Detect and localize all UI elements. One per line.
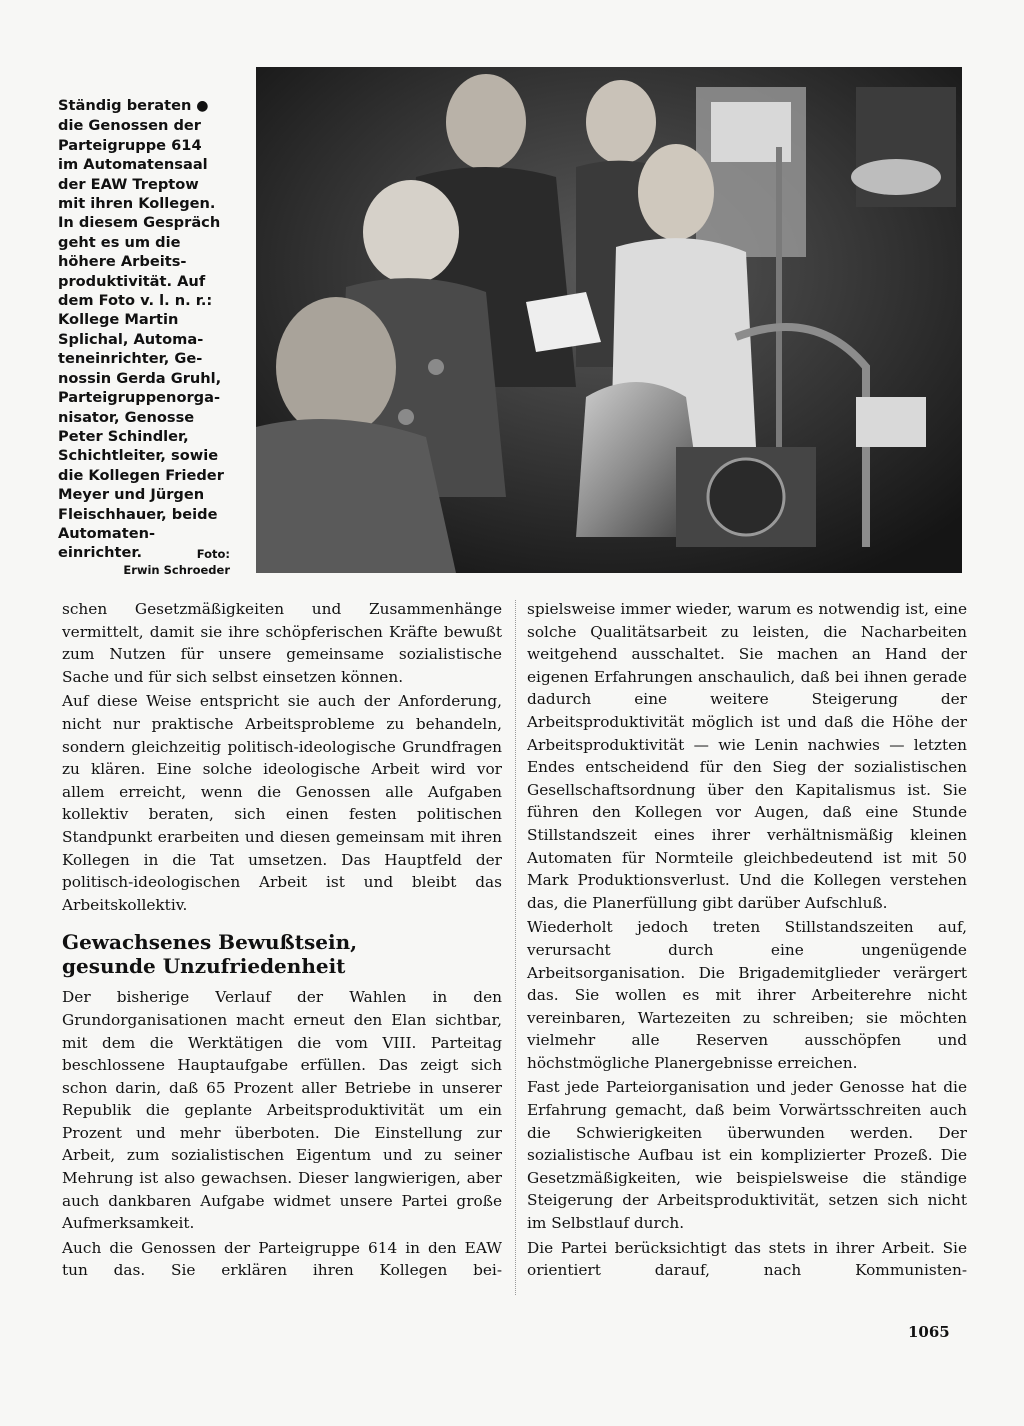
caption-line: geht es um die (58, 233, 181, 251)
caption-line: die Kollegen Frieder (58, 466, 224, 484)
caption-line: einrichter. (58, 544, 143, 562)
caption-line: Parteigruppenorga- (58, 389, 221, 407)
caption-line: Peter Schindler, (58, 427, 189, 445)
caption-line: im Automatensaal (58, 156, 208, 174)
photo-credit (120, 546, 230, 578)
caption-line: nossin Gerda Gruhl, (58, 369, 222, 387)
caption-line: Meyer und Jürgen (58, 486, 205, 504)
caption-line: Splichal, Automa- (58, 330, 204, 348)
caption-line: In diesem Gespräch (58, 214, 221, 232)
paragraph: Wiederholt jedoch treten Stillstandszeiten auf, verursacht durch eine ungenügende Arbeitsorganisation. Die Brigademitglieder verärgert das. Sie wollen es mit ihrer Arbeiterehre nicht vereinbaren, Wartezeiten zu schreiben; sie möchten vielmehr alle Reserven ausschöpfen und höchstmögliche Planergebnisse erreichen. (527, 918, 967, 1072)
section-heading (62, 930, 502, 978)
caption-line: nisator, Genosse (58, 408, 195, 426)
photograph (256, 67, 962, 573)
photo-caption (58, 96, 242, 563)
paragraph: Fast jede Parteiorganisation und jeder Genosse hat die Erfahrung gemacht, daß beim Vorwärtsschreiten auch die Schwierigkeiten überwunden werden. Der sozialistische Aufbau ist ein komplizierter Prozeß. Die Gesetzmäßigkeiten, wie beispielsweise die ständige Steigerung der Arbeitsproduktivität, setzen sich nicht im Selbstlauf durch. (527, 1078, 967, 1233)
paragraph: Auch die Genossen der Parteigruppe 614 in den EAW tun das. Sie erklären ihren Kollegen bei- (62, 1238, 502, 1280)
page-number: 1065 (908, 1323, 950, 1341)
paragraph: spielsweise immer wieder, warum es notwendig ist, eine solche Qualitätsarbeit zu leisten, die Nacharbeiten weitgehend ausschaltet. Sie machen an Hand der eigenen Erfahrungen anschaulich, daß bei ihnen gerade dadurch eine weitere Steigerung der Arbeitsproduktivität möglich ist und daß die Höhe der Arbeitsproduktivität — wie Lenin nachwies — letzten Endes entscheidend für den Sieg der sozialistischen Gesellschaftsordnung über den Kapitalismus ist. Sie führen den Kollegen vor Augen, daß eine Stunde Stillstandszeit eines ihrer verhältnismäßig kleinen Automaten für Normteile gleichbedeutend ist mit 50 Mark Produktionsverlust. Und die Kollegen verstehen das, die Planerfüllung gibt darüber Aufschluß. (527, 600, 967, 912)
caption-line: höhere Arbeits- (58, 253, 187, 271)
section-heading-line: Gewachsenes Bewußtsein, (62, 930, 358, 955)
caption-line: teneinrichter, Ge- (58, 350, 203, 368)
caption-line: Kollege Martin (58, 311, 179, 329)
caption-line: der EAW Treptow (58, 175, 199, 193)
section-heading-line: gesunde Unzufriedenheit (62, 954, 346, 979)
caption-line: dem Foto v. l. n. r.: (58, 292, 213, 310)
caption-line: Parteigruppe 614 (58, 136, 202, 154)
right-column (527, 598, 967, 1284)
photo-credit-name: Erwin Schroeder (123, 563, 230, 577)
paragraph: Die Partei berücksichtigt das stets in ihrer Arbeit. Sie orientiert darauf, nach Kommunisten- (527, 1238, 967, 1280)
column-divider (515, 600, 516, 1295)
caption-line: Schichtleiter, sowie (58, 447, 219, 465)
caption-line: produktivität. Auf (58, 272, 206, 290)
photo-illustration (256, 67, 962, 573)
bullet-icon: ● (191, 98, 209, 114)
caption-line: Ständig beraten ● (58, 97, 209, 114)
photo-credit-label: Foto: (196, 547, 230, 561)
paragraph: Der bisherige Verlauf der Wahlen in den Grundorganisationen macht erneut den Elan sichtbar, mit dem die Werktätigen die vom VIII. Parteitag beschlossene Hauptaufgabe erfüllen. Das zeigt sich schon darin, daß 65 Prozent aller Betriebe in unserer Republik die geplante Arbeitsproduktivität um ein Prozent und mehr überboten. Die Einstellung zur Arbeit, zum sozialistischen Eigentum und zu seiner Mehrung ist also gewachsen. Dieser langwierigen, aber auch dankbaren Aufgabe widmet unsere Partei große Aufmerksamkeit. (62, 988, 502, 1233)
caption-line: mit ihren Kollegen. (58, 195, 216, 213)
caption-line: Automaten- (58, 524, 156, 542)
paragraph: Auf diese Weise entspricht sie auch der Anforderung, nicht nur praktische Arbeitsprobleme zu behandeln, sondern gleichzeitig politisch-ideologische Grundfragen zu klären. Eine solche ideologische Arbeit wird vor allem erreicht, wenn die Genossen alle Aufgaben kollektiv beraten, sich einen festen politischen Standpunkt erarbeiten und diesen gemeinsam mit ihren Kollegen in die Tat umsetzen. Das Hauptfeld der politisch-ideologischen Arbeit ist und bleibt das Arbeitskollektiv. (62, 692, 502, 914)
caption-line: die Genossen der (58, 117, 202, 135)
left-column (62, 598, 502, 1284)
caption-line: Fleischhauer, beide (58, 505, 218, 523)
paragraph: schen Gesetzmäßigkeiten und Zusammenhänge vermittelt, damit sie ihre schöpferischen Kräfte bewußt zum Nutzen für unsere gemeinsame sozialistische Sache und für sich selbst einsetzen können. (62, 600, 502, 686)
